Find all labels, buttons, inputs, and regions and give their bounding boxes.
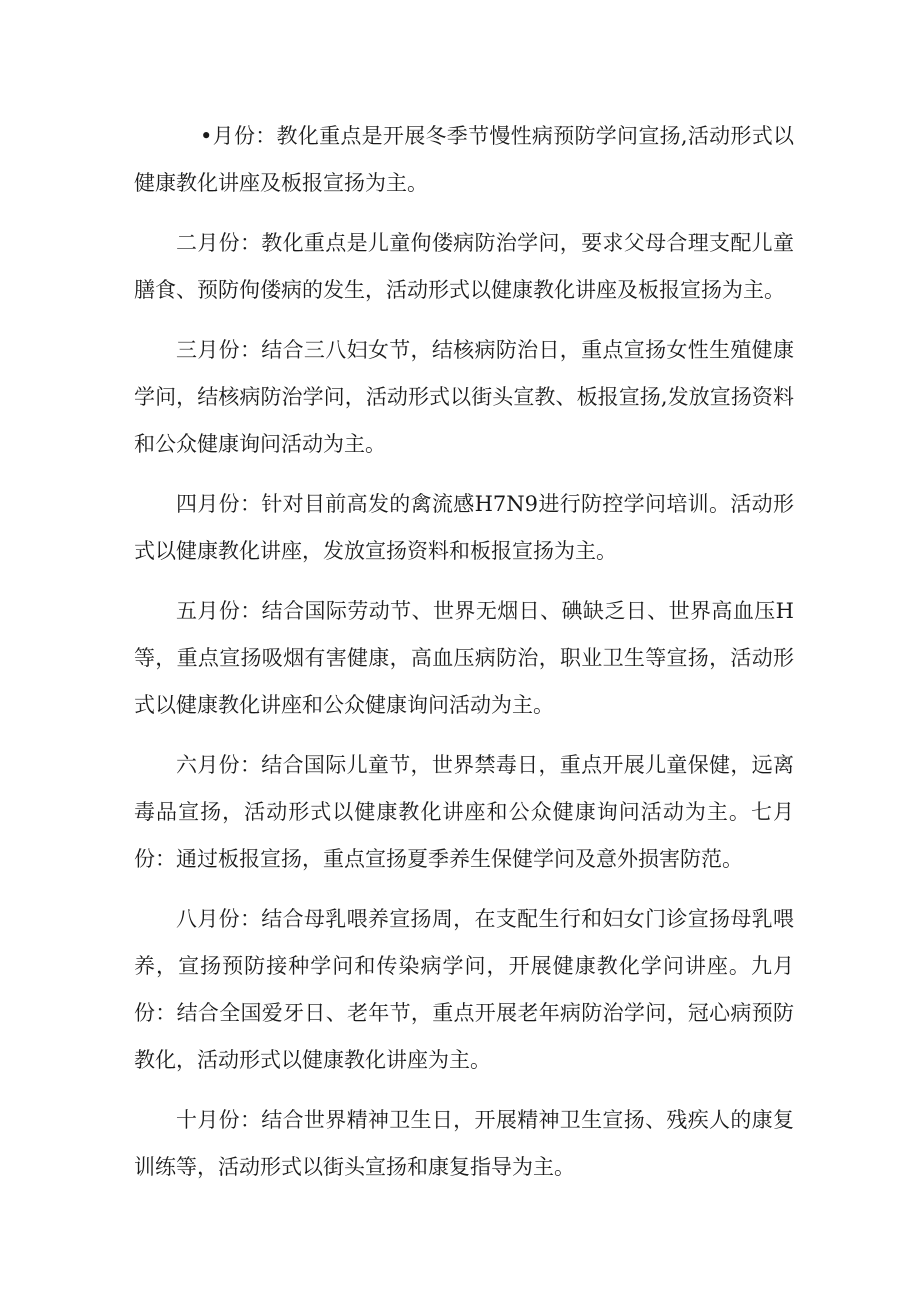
paragraph-month-10: 十月份：结合世界精神卫生日，开展精神卫生宣扬、残疾人的康复训练等，活动形式以街头宣扬和康复指导为主。	[134, 1108, 794, 1179]
paragraph-month-1: •月份：教化重点是开展冬季节慢性病预防学问宣扬,活动形式以健康教化讲座及板报宣扬为主。	[134, 124, 794, 195]
paragraph-month-6-7: 六月份：结合国际儿童节，世界禁毒日，重点开展儿童保健，远离毒品宣扬，活动形式以健康教化讲座和公众健康询问活动为主。七月份：通过板报宣扬，重点宣扬夏季养生保健学问及意外损害防范。	[134, 753, 794, 871]
paragraph-month-4: 四月份：针对目前高发的禽流感H7N9进行防控学问培训。活动形式以健康教化讲座，发放宣扬资料和板报宣扬为主。	[134, 492, 794, 563]
paragraph-month-2: 二月份：教化重点是儿童佝偻病防治学问，要求父母合理支配儿童膳食、预防佝偻病的发生，活动形式以健康教化讲座及板报宣扬为主。	[134, 231, 794, 302]
paragraph-month-5: 五月份：结合国际劳动节、世界无烟日、碘缺乏日、世界高血压H等，重点宣扬吸烟有害健康，高血压病防治，职业卫生等宣扬，活动形式以健康教化讲座和公众健康询问活动为主。	[134, 599, 794, 717]
document-body	[134, 113, 794, 1204]
paragraph-month-8-9: 八月份：结合母乳喂养宣扬周，在支配生行和妇女门诊宣扬母乳喂养，宣扬预防接种学问和传染病学问，开展健康教化学问讲座。九月份：结合全国爱牙日、老年节，重点开展老年病防治学问，冠心病预防教化，活动形式以健康教化讲座为主。	[134, 907, 794, 1072]
paragraph-month-3: 三月份：结合三八妇女节，结核病防治日，重点宣扬女性生殖健康学问，结核病防治学问，活动形式以街头宣教、板报宣扬,发放宣扬资料和公众健康询问活动为主。	[134, 338, 794, 456]
